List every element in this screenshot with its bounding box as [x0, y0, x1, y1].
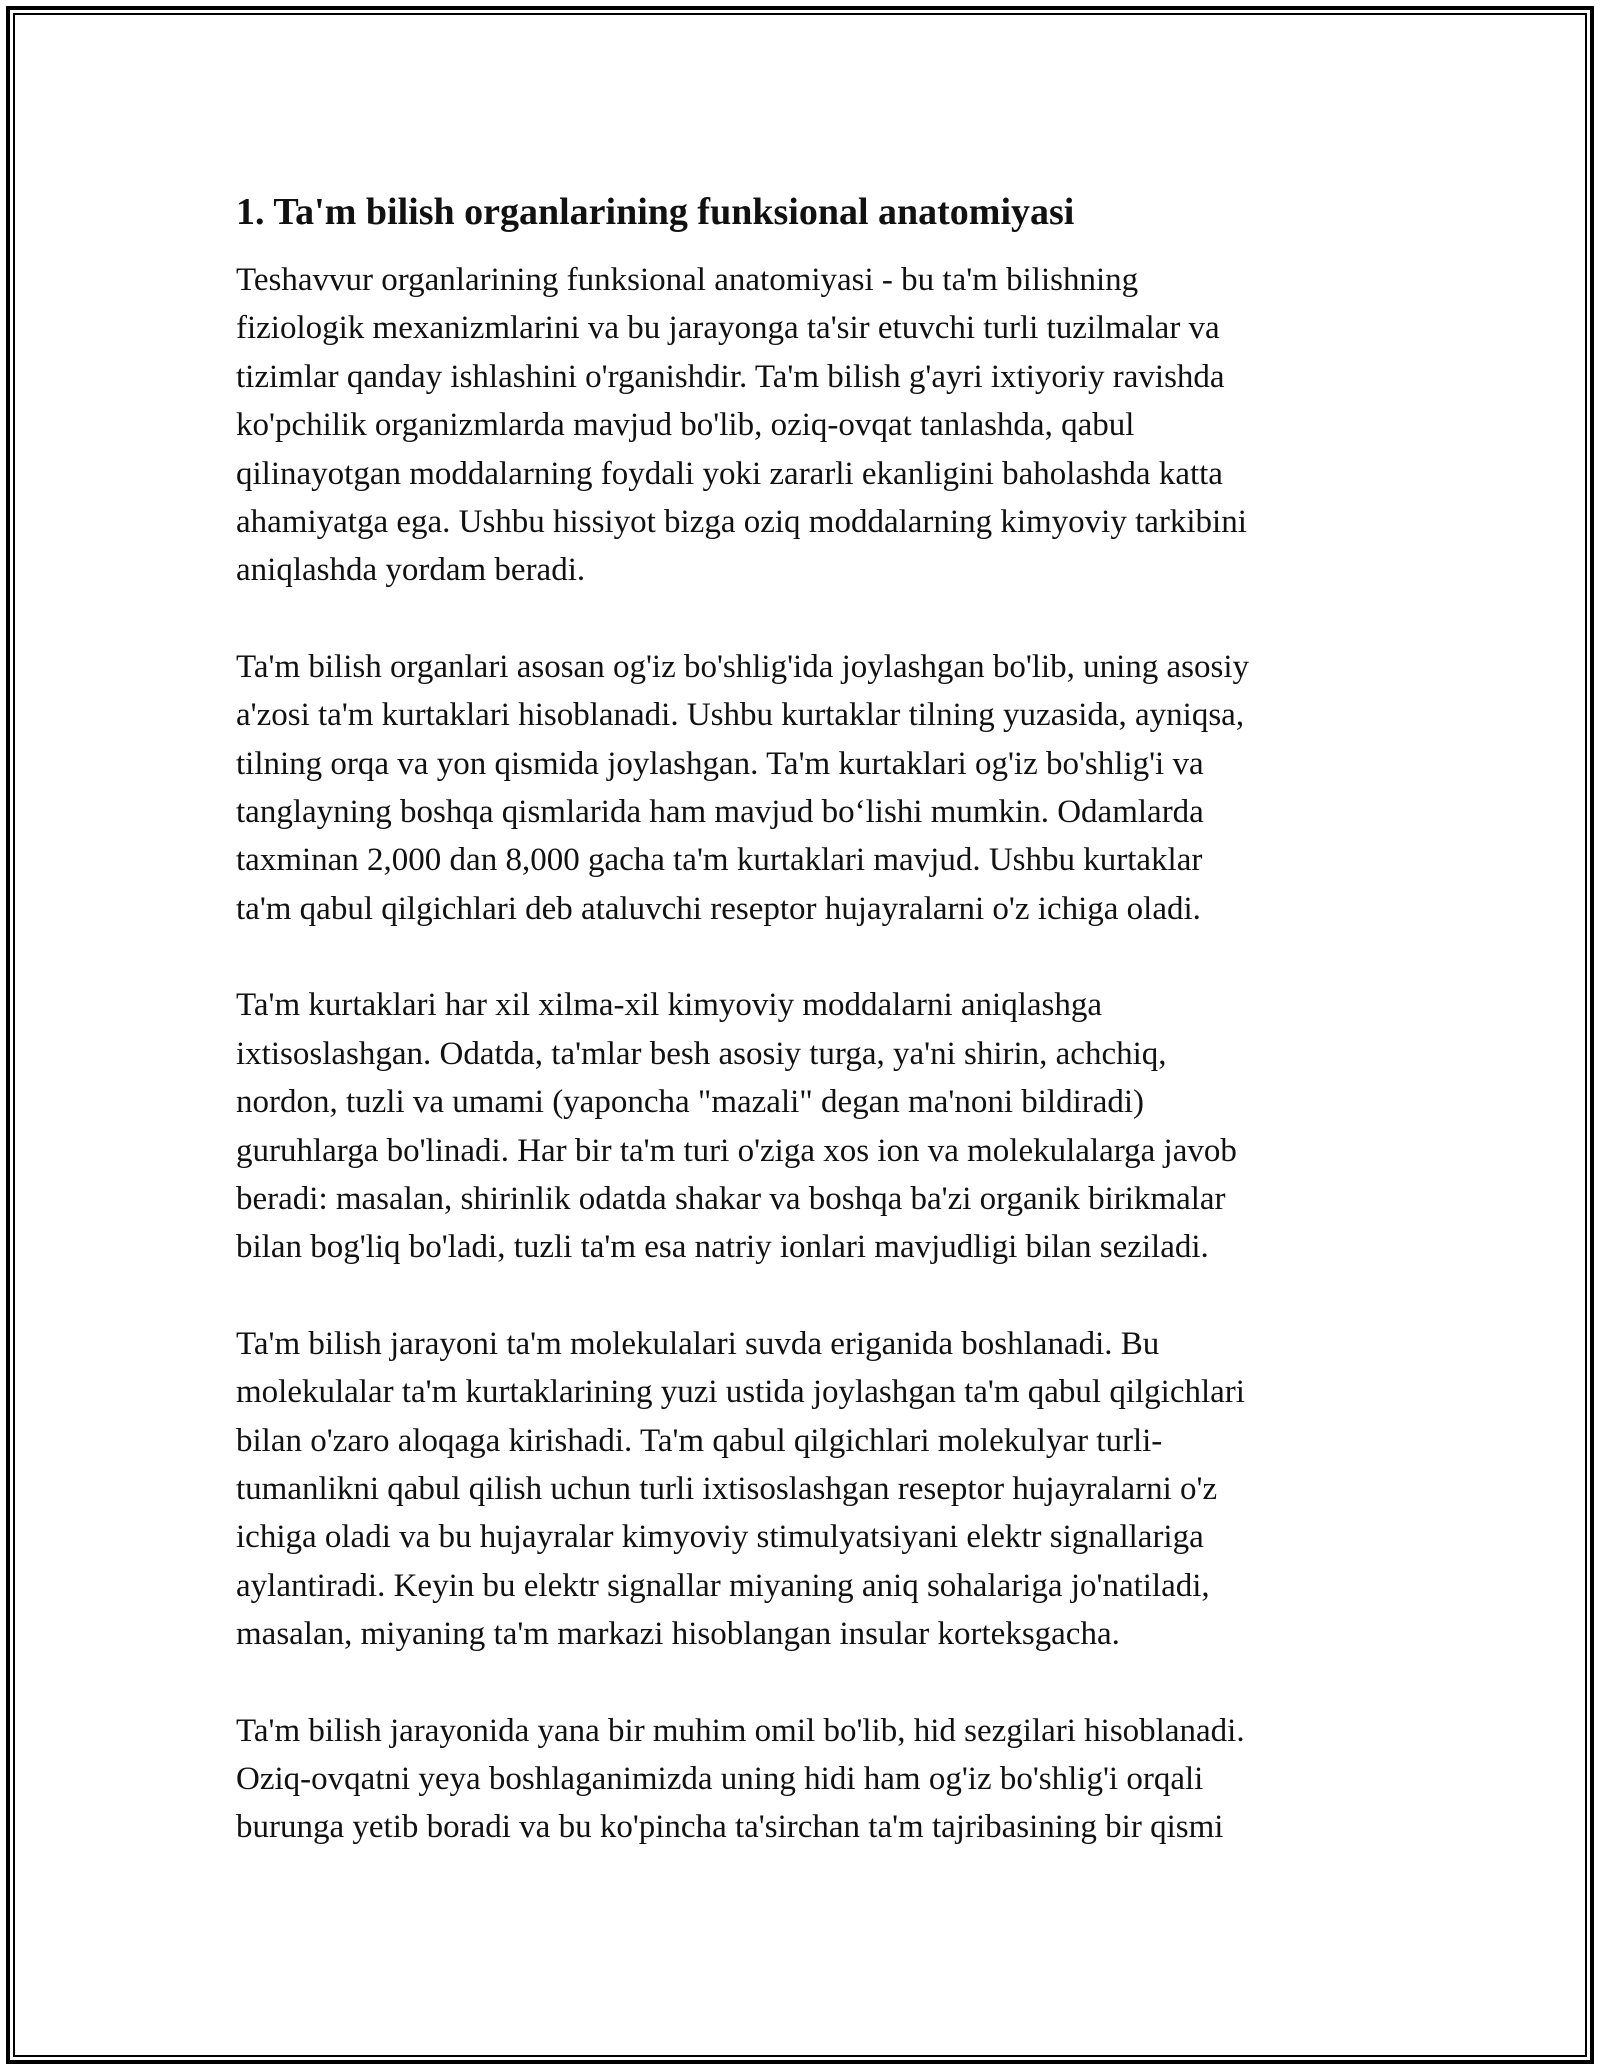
- text-line: Ta'm kurtaklari har xil xilma-xil kimyoviy moddalarni aniqlashga: [236, 987, 1103, 1024]
- paragraph-2: [236, 643, 1376, 933]
- text-line: nordon, tuzli va umami (yaponcha "mazali" degan ma'noni bildiradi): [236, 1084, 1145, 1121]
- text-line: fiziologik mexanizmlarini va bu jarayonga ta'sir etuvchi turli tuzilmalar va: [236, 310, 1220, 347]
- text-line: tilning orqa va yon qismida joylashgan. Ta'm kurtaklari og'iz bo'shlig'i va: [236, 745, 1204, 782]
- text-line: Teshavvur organlarining funksional anatomiyasi - bu ta'm bilishning: [236, 262, 1139, 298]
- paragraph-3: [236, 981, 1376, 1271]
- section-heading: 1. Ta'm bilish organlarining funksional anatomiyasi: [236, 191, 1075, 233]
- document-body: [236, 186, 1376, 1852]
- text-line: tumanlikni qabul qilish uchun turli ixtisoslashgan reseptor hujayralarni o'z: [236, 1470, 1218, 1507]
- text-line: beradi: masalan, shirinlik odatda shakar va boshqa ba'zi organik birikmalar: [236, 1180, 1226, 1217]
- text-line: bilan o'zaro aloqaga kirishadi. Ta'm qabul qilgichlari molekulyar turli-: [236, 1422, 1163, 1459]
- paragraph-1: [236, 256, 1376, 595]
- paragraph-4: [236, 1320, 1376, 1659]
- text-line: bilan bog'liq bo'ladi, tuzli ta'm esa natriy ionlari mavjudligi bilan seziladi.: [236, 1229, 1209, 1266]
- text-line: aylantiradi. Keyin bu elektr signallar miyaning aniq sohalariga jo'natiladi,: [236, 1567, 1210, 1604]
- text-line: ta'm qabul qilgichlari deb ataluvchi reseptor hujayralarni o'z ichiga oladi.: [236, 890, 1201, 927]
- text-line: ichiga oladi va bu hujayralar kimyoviy stimulyatsiyani elektr signallariga: [236, 1519, 1204, 1556]
- text-line: Ta'm bilish jarayonida yana bir muhim omil bo'lib, hid sezgilari hisoblanadi.: [236, 1712, 1245, 1749]
- text-line: Ta'm bilish organlari asosan og'iz bo'shlig'ida joylashgan bo'lib, uning asosiy: [236, 648, 1250, 685]
- text-line: Ta'm bilish jarayoni ta'm molekulalari suvda eriganida boshlanadi. Bu: [236, 1325, 1160, 1362]
- text-line: Oziq-ovqatni yeya boshlaganimizda uning hidi ham og'iz bo'shlig'i orqali: [236, 1760, 1204, 1797]
- text-line: aniqlashda yordam beradi.: [236, 552, 586, 589]
- text-line: tanglayning boshqa qismlarida ham mavjud bo‘lishi mumkin. Odamlarda: [236, 794, 1204, 831]
- text-line: molekulalar ta'm kurtaklarining yuzi ustida joylashgan ta'm qabul qilgichlari: [236, 1374, 1245, 1411]
- text-line: a'zosi ta'm kurtaklari hisoblanadi. Ushbu kurtaklar tilning yuzasida, ayniqsa,: [236, 697, 1245, 734]
- text-line: masalan, miyaning ta'm markazi hisoblangan insular korteksgacha.: [236, 1616, 1120, 1653]
- text-line: tizimlar qanday ishlashini o'rganishdir. Ta'm bilish g'ayri ixtiyoriy ravishda: [236, 358, 1225, 395]
- text-line: taxminan 2,000 dan 8,000 gacha ta'm kurtaklari mavjud. Ushbu kurtaklar: [236, 842, 1203, 879]
- text-line: ahamiyatga ega. Ushbu hissiyot bizga oziq moddalarning kimyoviy tarkibini: [236, 504, 1247, 541]
- text-line: guruhlarga bo'linadi. Har bir ta'm turi o'ziga xos ion va molekulalarga javob: [236, 1132, 1237, 1169]
- text-line: burunga yetib boradi va bu ko'pincha ta'sirchan ta'm tajribasining bir qismi: [236, 1809, 1224, 1846]
- text-line: ixtisoslashgan. Odatda, ta'mlar besh asosiy turga, ya'ni shirin, achchiq,: [236, 1035, 1167, 1072]
- paragraph-5: [236, 1707, 1376, 1852]
- text-line: qilinayotgan moddalarning foydali yoki zararli ekanligini baholashda katta: [236, 455, 1223, 492]
- text-line: ko'pchilik organizmlarda mavjud bo'lib, oziq-ovqat tanlashda, qabul: [236, 407, 1135, 444]
